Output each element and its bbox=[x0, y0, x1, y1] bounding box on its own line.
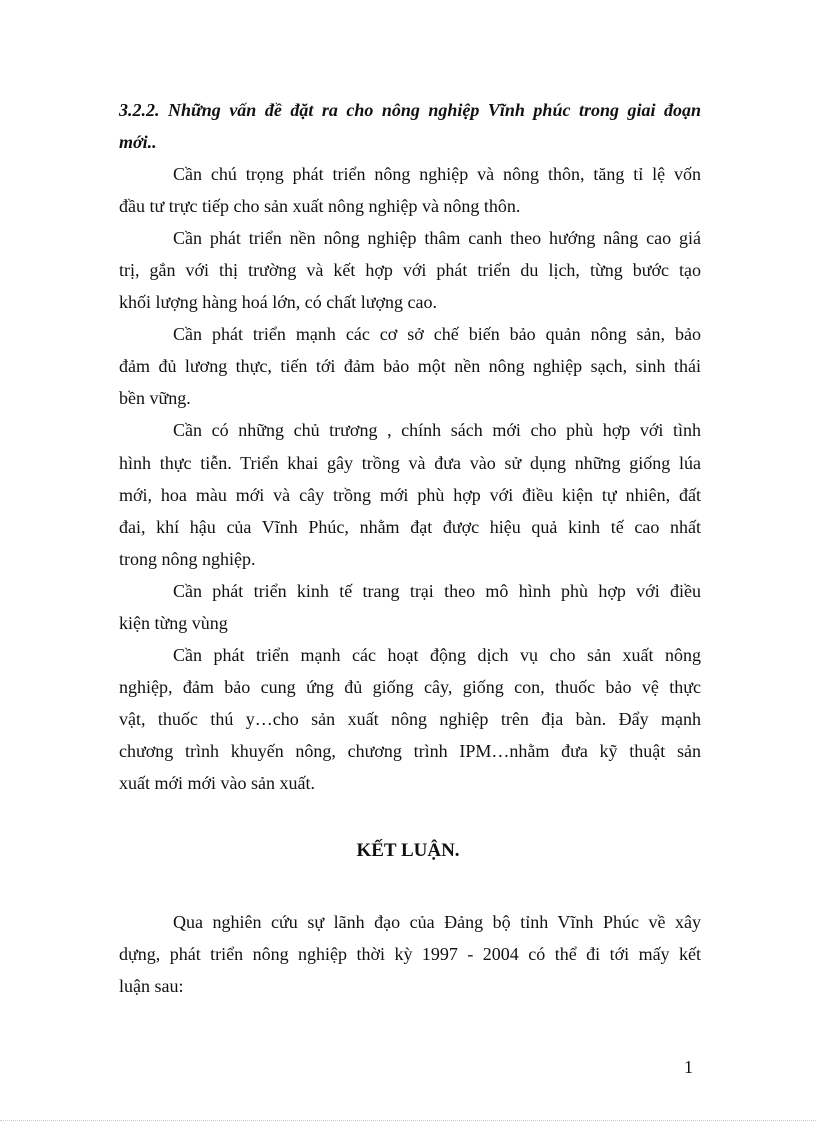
text-line: đai, khí hậu của Vĩnh Phúc, nhằm đạt được hiệu quả kinh tế cao nhất bbox=[119, 516, 701, 537]
text-line: chương trình khuyến nông, chương trình IPM…nhằm đưa kỹ thuật sản bbox=[119, 740, 701, 761]
text-line: bền vững. bbox=[119, 388, 191, 409]
text-line: nghiệp, đảm bảo cung ứng đủ giống cây, giống con, thuốc bảo vệ thực bbox=[119, 676, 701, 697]
text-line: Cần phát triển nền nông nghiệp thâm canh theo hướng nâng cao giá bbox=[173, 228, 701, 249]
text-line: trị, gắn với thị trường và kết hợp với phát triển du lịch, từng bước tạo bbox=[119, 260, 701, 281]
text-line: mới, hoa màu mới và cây trồng mới phù hợp với điều kiện tự nhiên, đất bbox=[119, 484, 701, 505]
text-line: Cần chú trọng phát triển nông nghiệp và nông thôn, tăng tỉ lệ vốn bbox=[173, 164, 701, 185]
text-line: 3.2.2. Những vấn đề đặt ra cho nông nghiệp Vĩnh phúc trong giai đoạn bbox=[119, 100, 701, 120]
text-line: Cần phát triển mạnh các cơ sở chế biến bảo quản nông sản, bảo bbox=[173, 324, 701, 345]
page-bottom-divider bbox=[0, 1120, 816, 1121]
text-line: Cần phát triển kinh tế trang trại theo mô hình phù hợp với điều bbox=[173, 580, 701, 601]
text-line: Cần có những chủ trương , chính sách mới cho phù hợp với tình bbox=[173, 420, 701, 441]
text-line: vật, thuốc thú y…cho sản xuất nông nghiệp trên địa bàn. Đẩy mạnh bbox=[119, 708, 701, 729]
text-line: hình thực tiễn. Triển khai gây trồng và đưa vào sử dụng những giống lúa bbox=[119, 452, 701, 473]
text-line: trong nông nghiệp. bbox=[119, 548, 256, 569]
conclusion-title: KẾT LUẬN. bbox=[356, 840, 460, 861]
text-line: khối lượng hàng hoá lớn, có chất lượng cao. bbox=[119, 292, 437, 313]
text-line: Qua nghiên cứu sự lãnh đạo của Đảng bộ tỉnh Vĩnh Phúc về xây bbox=[173, 912, 701, 932]
text-line: đảm đủ lương thực, tiến tới đảm bảo một nền nông nghiệp sạch, sinh thái bbox=[119, 356, 701, 377]
text-line: luận sau: bbox=[119, 976, 184, 997]
page-number: 1 bbox=[684, 1057, 693, 1077]
text-line: đầu tư trực tiếp cho sản xuất nông nghiệp và nông thôn. bbox=[119, 196, 521, 217]
text-line: dựng, phát triển nông nghiệp thời kỳ 1997 - 2004 có thể đi tới mấy kết bbox=[119, 944, 701, 965]
text-line: mới.. bbox=[119, 132, 157, 153]
text-line: kiện từng vùng bbox=[119, 612, 228, 633]
section-3-2-2 bbox=[119, 94, 701, 799]
text-line: xuất mới mới vào sản xuất. bbox=[119, 772, 316, 793]
text-line: Cần phát triển mạnh các hoạt động dịch vụ cho sản xuất nông bbox=[173, 644, 701, 665]
conclusion-paragraph bbox=[119, 906, 701, 1002]
